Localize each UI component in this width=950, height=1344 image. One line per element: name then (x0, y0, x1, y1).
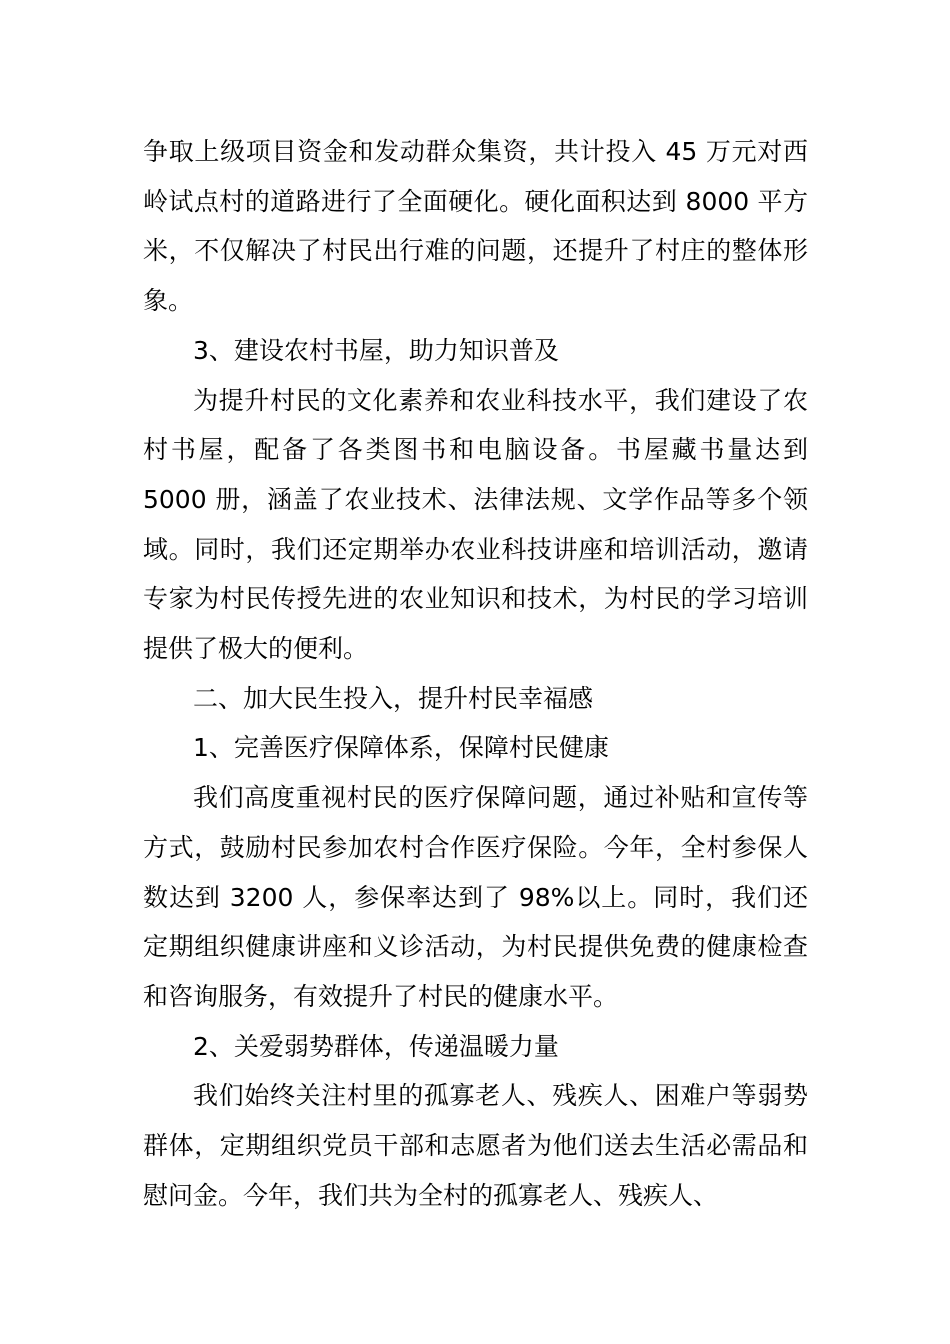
paragraph-rural-bookhouse: 为提升村民的文化素养和农业科技水平，我们建设了农村书屋，配备了各类图书和电脑设备。书屋藏书量达到 5000 册，涵盖了农业技术、法律法规、文学作品等多个领域。同时，我们还定期举办农业科技讲座和培训活动，邀请专家为村民传授先进的农业知识和技术，为村民的学习培训提供了极大的便利。 (143, 385, 808, 664)
paragraph-road-hardening: 争取上级项目资金和发动群众集资，共计投入 45 万元对西岭试点村的道路进行了全面硬化。硬化面积达到 8000 平方米，不仅解决了村民出行难的问题，还提升了村庄的整体形象。 (143, 137, 808, 316)
heading-livelihood-investment: 二、加大民生投入，提升村民幸福感 (193, 683, 594, 713)
document-body (143, 127, 808, 1220)
heading-rural-bookhouse: 3、建设农村书屋，助力知识普及 (193, 335, 559, 365)
heading-medical-security: 1、完善医疗保障体系，保障村民健康 (193, 733, 609, 763)
heading-vulnerable-groups: 2、关爱弱势群体，传递温暖力量 (193, 1031, 559, 1061)
paragraph-vulnerable-groups: 我们始终关注村里的孤寡老人、残疾人、困难户等弱势群体，定期组织党员干部和志愿者为他们送去生活必需品和慰问金。今年，我们共为全村的孤寡老人、残疾人、 (143, 1081, 808, 1210)
paragraph-medical-security: 我们高度重视村民的医疗保障问题，通过补贴和宣传等方式，鼓励村民参加农村合作医疗保险。今年，全村参保人数达到 3200 人，参保率达到了 98%以上。同时，我们还定期组织健康讲座和义诊活动，为村民提供免费的健康检查和咨询服务，有效提升了村民的健康水平。 (143, 783, 808, 1011)
